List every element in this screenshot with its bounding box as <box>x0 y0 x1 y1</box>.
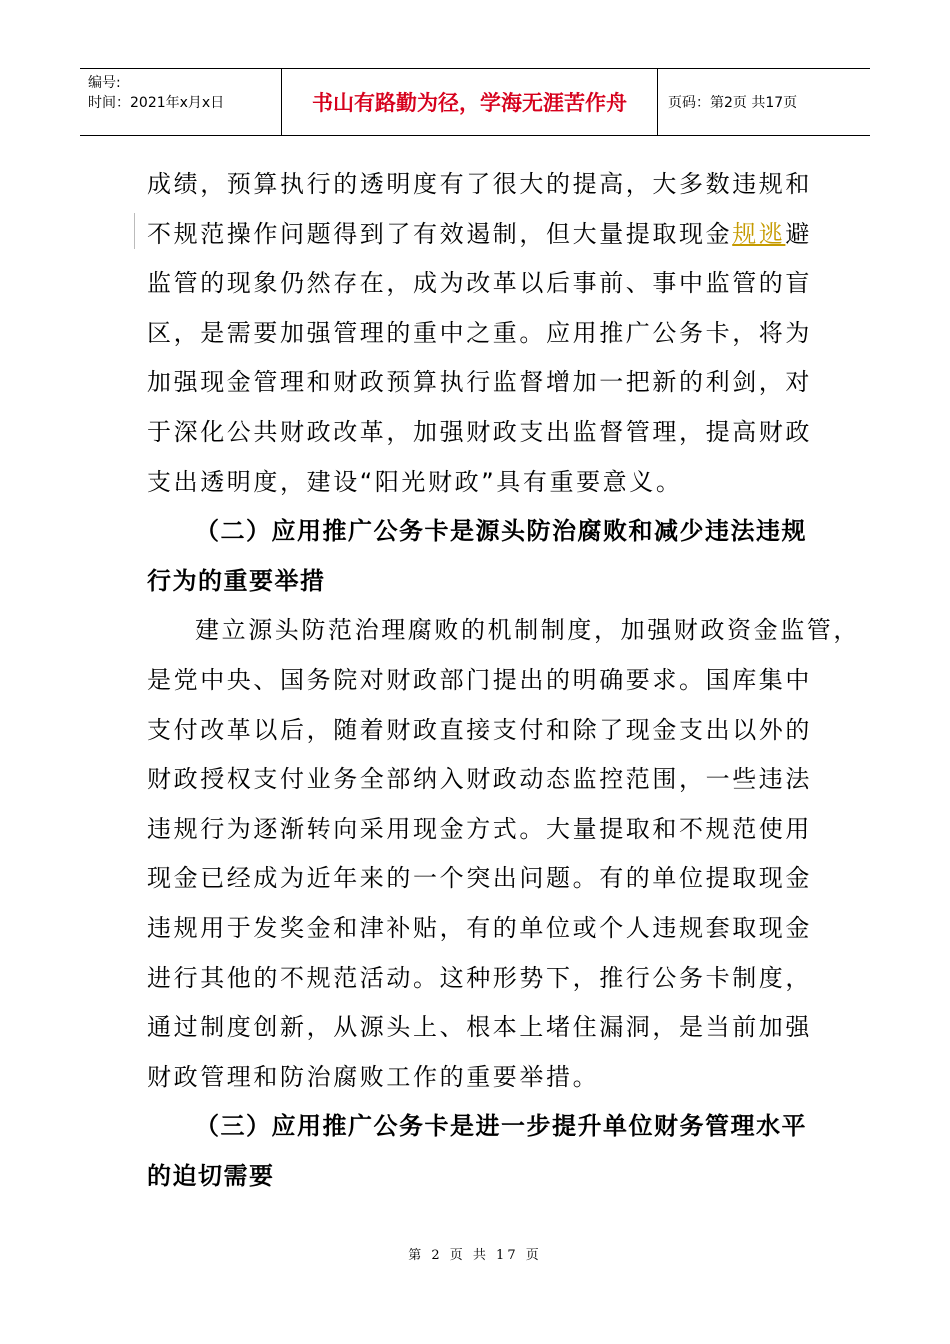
body-line: 现金已经成为近年来的一个突出问题。有的单位提取现金 <box>147 864 812 893</box>
body-line: 成绩，预算执行的透明度有了很大的提高，大多数违规和 <box>147 170 812 198</box>
body-line-text: 不规范操作问题得到了有效遏制，但大量提取现金 <box>147 219 733 248</box>
header-meta <box>80 69 282 135</box>
document-body <box>147 160 860 1201</box>
section-heading: （三）应用推广公务卡是进一步提升单位财务管理水平 <box>195 1112 807 1141</box>
body-line: 监管的现象仍然存在，成为改革以后事前、事中监管的盲 <box>147 269 812 298</box>
body-line: 支出透明度，建设“阳光财政”具有重要意义。 <box>147 467 683 496</box>
section-heading: （二）应用推广公务卡是源头防治腐败和减少违法违规 <box>195 517 807 546</box>
body-line: 区，是需要加强管理的重中之重。应用推广公务卡，将为 <box>147 318 812 347</box>
header-number-label: 编号: <box>88 75 121 91</box>
body-line: 违规用于发奖金和津补贴，有的单位或个人违规套取现金 <box>147 913 812 942</box>
header-page-info: 页码：第2页 共17页 <box>668 95 798 111</box>
page-footer: 第 2 页 共 17 页 <box>408 1248 542 1263</box>
body-line: 于深化公共财政改革，加强财政支出监督管理，提高财政 <box>147 417 812 446</box>
body-line: 是党中央、国务院对财政部门提出的明确要求。国库集中 <box>147 665 812 694</box>
revision-margin-mark <box>134 213 135 249</box>
body-line: 通过制度创新，从源头上、根本上堵住漏洞，是当前加强 <box>147 1013 812 1042</box>
header-motto: 书山有路勤为径，学海无涯苦作舟 <box>282 69 658 135</box>
body-line: 违规行为逐渐转向采用现金方式。大量提取和不规范使用 <box>147 814 812 843</box>
body-line: 财政管理和防治腐败工作的重要举措。 <box>147 1062 600 1091</box>
body-line: 财政授权支付业务全部纳入财政动态监控范围，一些违法 <box>147 765 812 794</box>
page-header <box>80 68 870 136</box>
body-line: 加强现金管理和财政预算执行监督增加一把新的利剑，对 <box>147 368 812 397</box>
section-heading: 的迫切需要 <box>147 1161 275 1190</box>
tracked-change-text: 规逃 <box>732 219 786 248</box>
section-heading: 行为的重要举措 <box>147 566 326 595</box>
body-line <box>147 210 827 260</box>
body-line: 支付改革以后，随着财政直接支付和除了现金支出以外的 <box>147 715 812 744</box>
body-line-text: 避 <box>785 219 813 248</box>
body-line: 建立源头防范治理腐败的机制制度，加强财政资金监管， <box>195 616 860 645</box>
header-time-label: 时间：2021年x月x日 <box>88 95 225 111</box>
body-line: 进行其他的不规范活动。这种形势下，推行公务卡制度， <box>147 963 812 992</box>
